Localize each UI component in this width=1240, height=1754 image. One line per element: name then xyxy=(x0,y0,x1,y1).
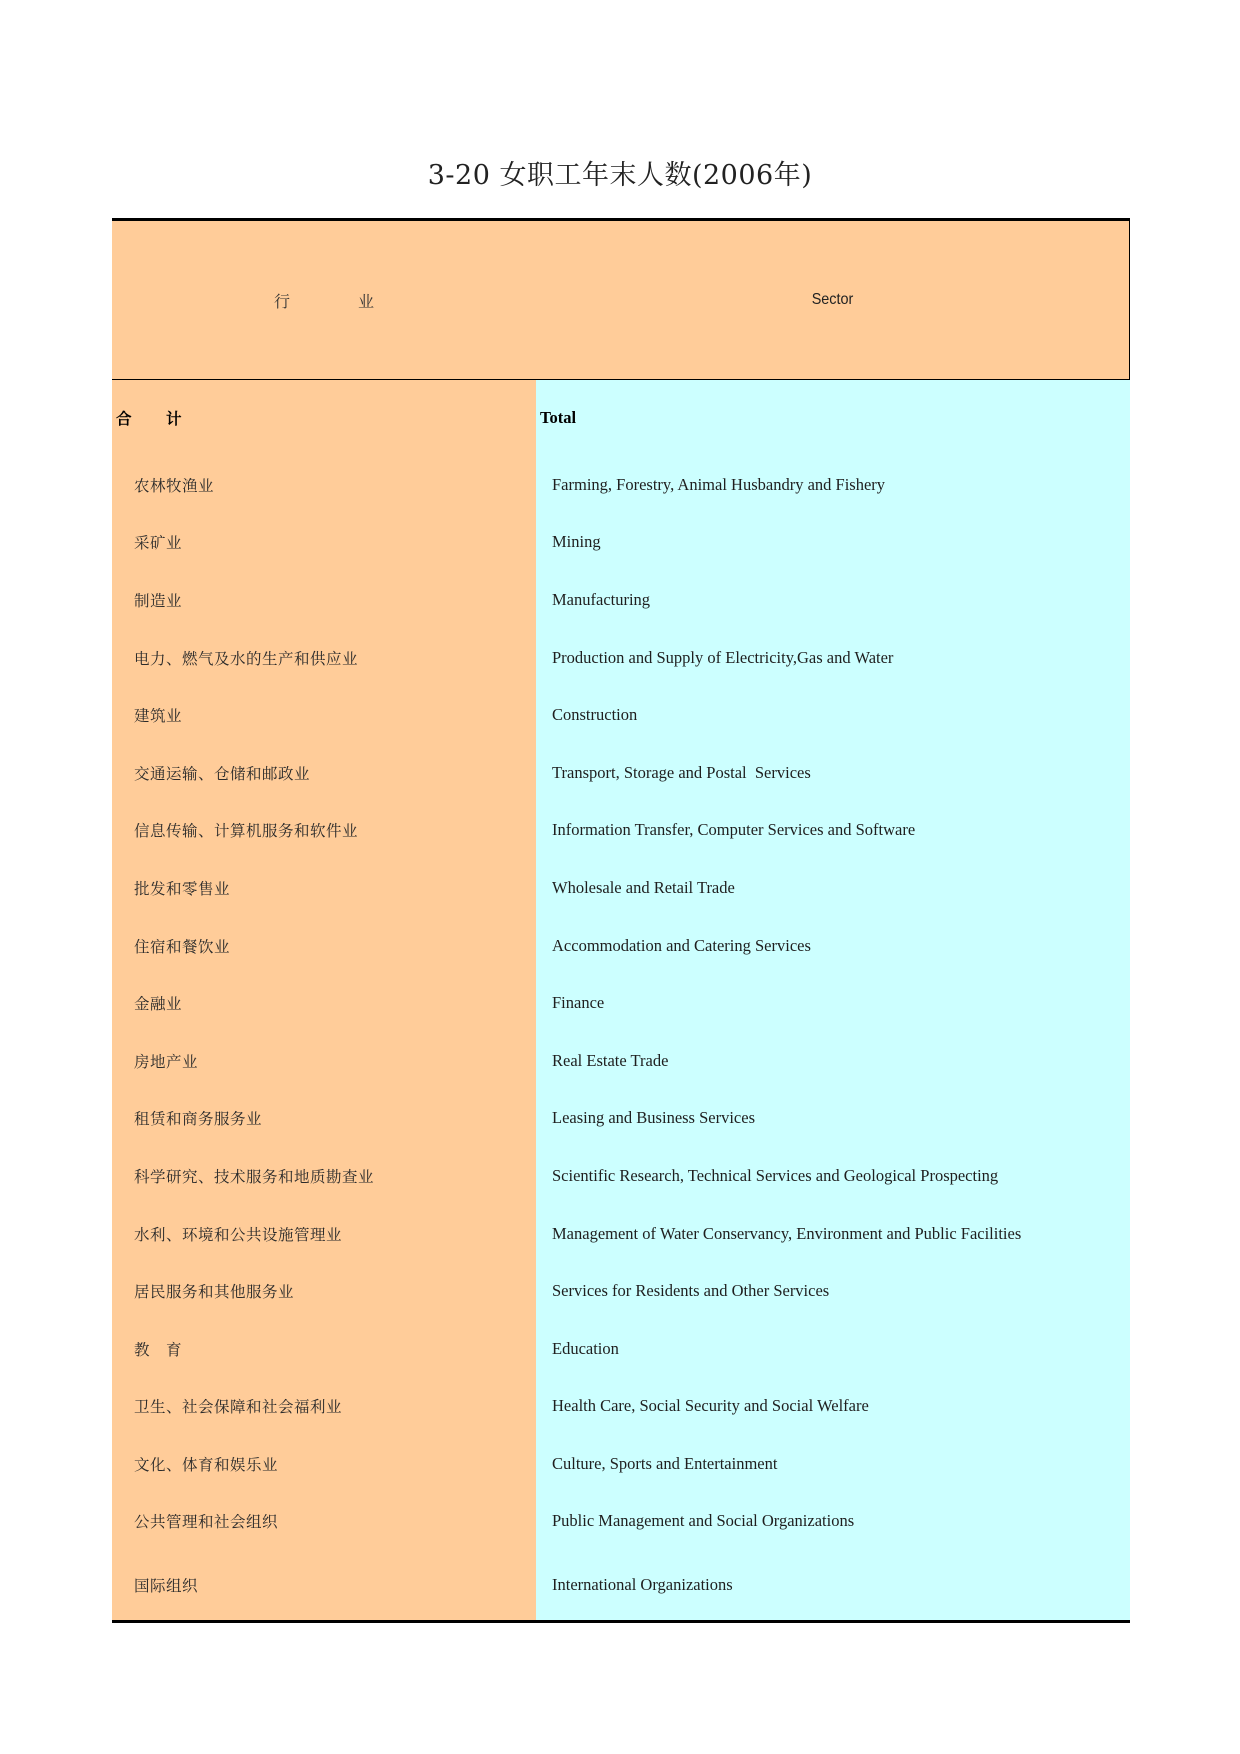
table-row-cn: 居民服务和其他服务业 xyxy=(134,1283,295,1302)
table-row-en: Mining xyxy=(552,532,601,552)
table-row-cn: 农林牧渔业 xyxy=(134,476,215,495)
table-row-cn: 批发和零售业 xyxy=(134,879,231,898)
header-cn-char-1: 行 xyxy=(273,291,290,311)
table-row-cn: 卫生、社会保障和社会福利业 xyxy=(134,1398,343,1417)
table-header xyxy=(112,218,1130,380)
table-row-en: Public Management and Social Organizations xyxy=(552,1511,855,1531)
table-row-cn: 住宿和餐饮业 xyxy=(134,937,231,956)
table-row-en: Management of Water Conservancy, Environment and Public Facilities xyxy=(552,1223,1022,1243)
page-title: 3-20 女职工年末人数(2006年) xyxy=(427,160,813,191)
table-row-cn: 电力、燃气及水的生产和供应业 xyxy=(134,649,359,668)
header-sector-en: Sector xyxy=(811,291,854,308)
table-row-cn: 制造业 xyxy=(134,591,183,610)
table-row-cn: 教 育 xyxy=(134,1340,183,1359)
table-body xyxy=(112,380,1130,1623)
table-row-en: Wholesale and Retail Trade xyxy=(552,877,735,897)
table-row-cn: 交通运输、仓储和邮政业 xyxy=(134,764,311,783)
table-row-cn: 采矿业 xyxy=(134,534,183,553)
table-row-en: Education xyxy=(552,1338,619,1358)
column-sector-cn xyxy=(112,380,536,1620)
table-row-en: Information Transfer, Computer Services and Software xyxy=(552,820,916,840)
table-row-en: Real Estate Trade xyxy=(552,1050,669,1070)
header-cn-char-2: 业 xyxy=(358,291,375,311)
table-row-en: Leasing and Business Services xyxy=(552,1108,756,1128)
column-sector-en xyxy=(536,380,1130,1620)
table-row-en: Culture, Sports and Entertainment xyxy=(552,1453,778,1473)
table-row-en: Construction xyxy=(552,705,638,725)
table-row-cn: 租赁和商务服务业 xyxy=(134,1110,263,1129)
total-cn-char-2: 计 xyxy=(166,410,183,428)
table-row-cn: 文化、体育和娱乐业 xyxy=(134,1455,279,1474)
table-row-cn: 公共管理和社会组织 xyxy=(134,1513,279,1532)
table-row-en: Accommodation and Catering Services xyxy=(552,935,811,955)
table-row-en: Manufacturing xyxy=(552,589,651,609)
total-cn-char-1: 合 xyxy=(116,410,133,428)
table-row-en: Farming, Forestry, Animal Husbandry and Fishery xyxy=(552,474,886,494)
table-row-cn: 国际组织 xyxy=(134,1577,199,1596)
table-row-cn: 科学研究、技术服务和地质勘查业 xyxy=(134,1167,375,1186)
table-row-en: Production and Supply of Electricity,Gas and Water xyxy=(552,647,894,667)
header-sector-cn xyxy=(112,221,536,379)
table-row-en: Health Care, Social Security and Social Welfare xyxy=(552,1396,869,1416)
total-row-en: Total xyxy=(540,408,577,427)
table-row-cn: 房地产业 xyxy=(134,1052,199,1071)
table-row-cn: 水利、环境和公共设施管理业 xyxy=(134,1225,343,1244)
total-row-cn xyxy=(112,380,536,456)
table-row-en: International Organizations xyxy=(552,1575,733,1595)
table-row-en: Scientific Research, Technical Services and Geological Prospecting xyxy=(552,1165,999,1185)
table-row-cn: 金融业 xyxy=(134,995,183,1014)
table-row-cn: 建筑业 xyxy=(134,707,183,726)
sector-table xyxy=(112,218,1130,1623)
table-row-en: Finance xyxy=(552,993,605,1013)
table-row-en: Transport, Storage and Postal Services xyxy=(552,762,811,782)
table-row-cn: 信息传输、计算机服务和软件业 xyxy=(134,822,359,841)
table-row-en: Services for Residents and Other Services xyxy=(552,1281,830,1301)
